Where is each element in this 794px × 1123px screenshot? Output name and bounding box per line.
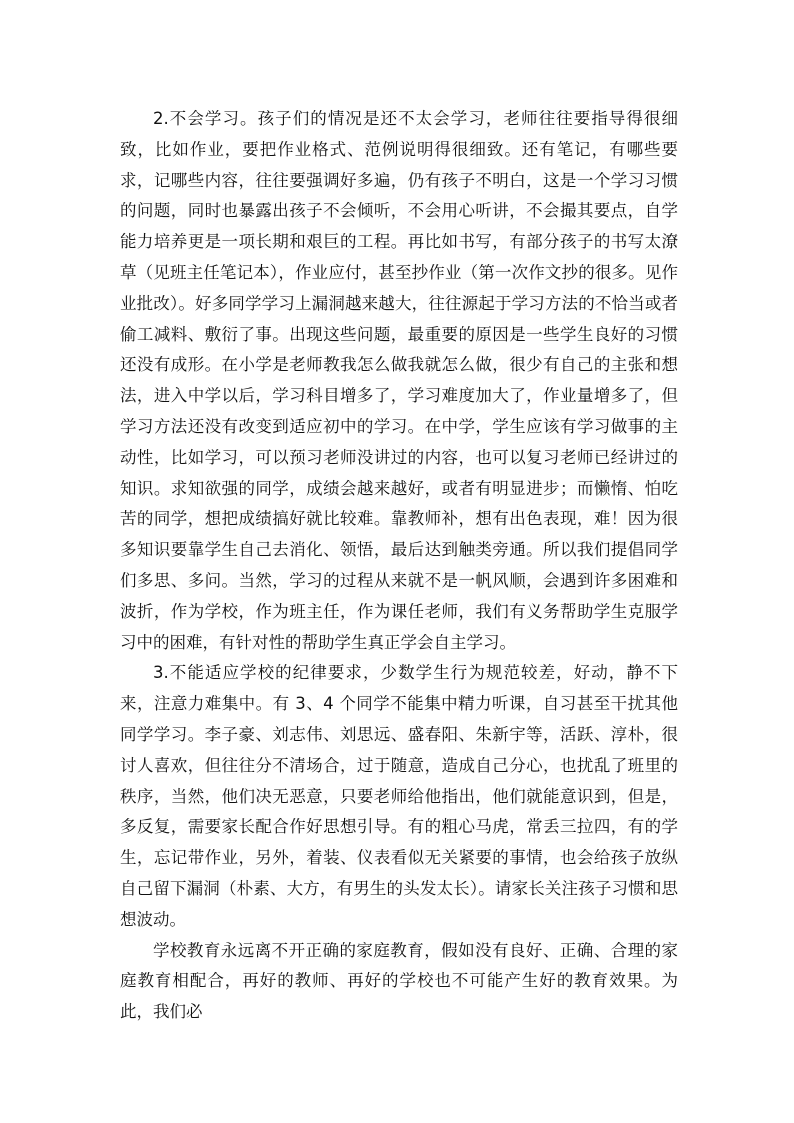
paragraph-discipline: 3.不能适应学校的纪律要求，少数学生行为规范较差，好动，静不下来，注意力难集中。有 3、4 个同学不能集中精力听课，自习甚至干扰其他同学学习。李子豪、刘志伟、刘思远、盛春阳、朱新宇等，活跃、淳朴，很讨人喜欢，但往往分不清场合，过于随意，造成自己分心，也扰乱了班里的秩序，当然，他们决无恶意，只要老师给他指出，他们就能意识到，但是，多反复，需要家长配合作好思想引导。有的粗心马虎，常丢三拉四，有的学生，忘记带作业，另外，着装、仪表看似无关紧要的事情，也会给孩子放纵自己留下漏洞（朴素、大方，有男生的头发太长）。请家长关注孩子习惯和思想波动。 [120,663,678,929]
document-body [120,104,678,1028]
paragraph-not-knowing-how-to-learn: 2.不会学习。孩子们的情况是还不太会学习，老师往往要指导得很细致，比如作业，要把作业格式、范例说明得很细致。还有笔记，有哪些要求，记哪些内容，往往要强调好多遍，仍有孩子不明白，这是一个学习习惯的问题，同时也暴露出孩子不会倾听，不会用心听讲，不会撮其要点，自学能力培养更是一项长期和艰巨的工程。再比如书写，有部分孩子的书写太潦草（见班主任笔记本），作业应付，甚至抄作业（第一次作文抄的很多。见作业批改）。好多同学学习上漏洞越来越大，往往源起于学习方法的不恰当或者偷工减料、敷衍了事。出现这些问题，最重要的原因是一些学生良好的习惯还没有成形。在小学是老师教我怎么做我就怎么做，很少有自己的主张和想法，进入中学以后，学习科目增多了，学习难度加大了，作业量增多了，但学习方法还没有改变到适应初中的学习。在中学，学生应该有学习做事的主动性，比如学习，可以预习老师没讲过的内容，也可以复习老师已经讲过的知识。求知欲强的同学，成绩会越来越好，或者有明显进步；而懒惰、怕吃苦的同学，想把成绩搞好就比较难。靠教师补，想有出色表现，难！因为很多知识要靠学生自己去消化、领悟，最后达到触类旁通。所以我们提倡同学们多思、多问。当然，学习的过程从来就不是一帆风顺，会遇到许多困难和波折，作为学校，作为班主任，作为课任老师，我们有义务帮助学生克服学习中的困难，有针对性的帮助学生真正学会自主学习。 [120,109,678,652]
paragraph-family-education: 学校教育永远离不开正确的家庭教育，假如没有良好、正确、合理的家庭教育相配合，再好的教师、再好的学校也不可能产生好的教育效果。为此，我们必 [120,940,678,1022]
